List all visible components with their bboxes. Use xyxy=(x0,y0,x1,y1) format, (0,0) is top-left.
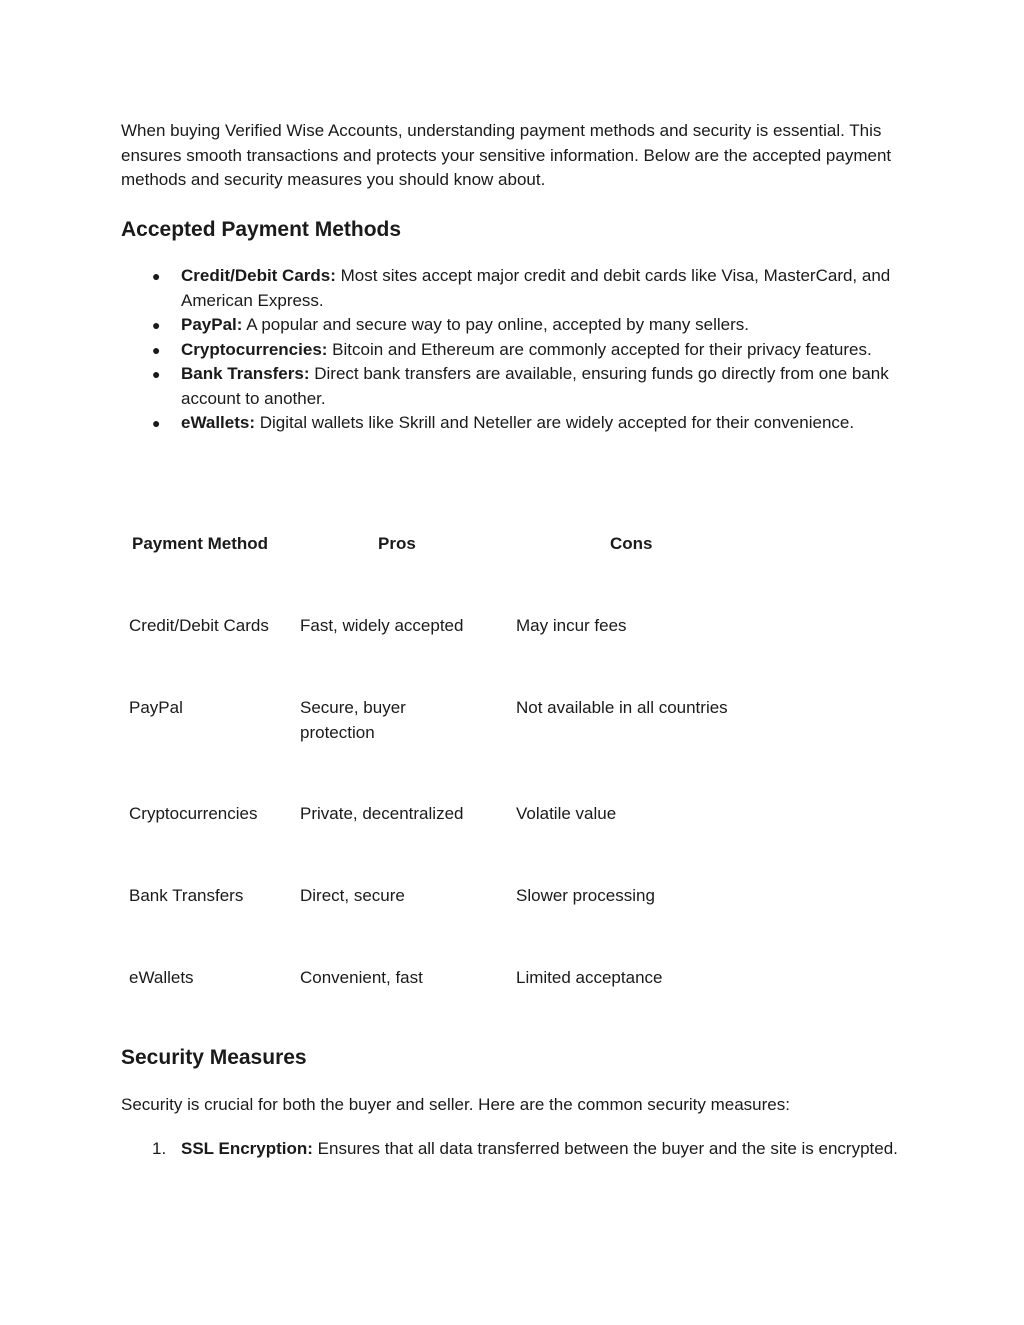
table-row xyxy=(121,857,911,939)
cell-pros: Convenient, fast xyxy=(300,968,423,987)
table-row xyxy=(121,939,911,1021)
item-term: PayPal: xyxy=(181,315,243,334)
cell-pros: Secure, buyer protection xyxy=(300,698,406,742)
cell-cons: Not available in all countries xyxy=(516,698,728,717)
table-row xyxy=(121,669,911,775)
header-cons: Cons xyxy=(610,534,653,553)
cell-method: Credit/Debit Cards xyxy=(129,616,269,635)
item-desc: Direct bank transfers are available, ensuring funds go directly from one bank account to another. xyxy=(181,364,889,408)
list-item xyxy=(121,1137,911,1162)
cell-pros: Fast, widely accepted xyxy=(300,616,464,635)
cell-cons: Limited acceptance xyxy=(516,968,663,987)
methods-heading: Accepted Payment Methods xyxy=(121,218,402,241)
cell-cons: May incur fees xyxy=(516,616,627,635)
list-item xyxy=(121,338,911,363)
security-intro-paragraph: Security is crucial for both the buyer and seller. Here are the common security measures: xyxy=(121,1095,790,1114)
cell-method: PayPal xyxy=(129,698,183,717)
list-item xyxy=(121,411,911,436)
list-item xyxy=(121,264,911,313)
cell-pros: Private, decentralized xyxy=(300,804,464,823)
item-term: SSL Encryption: xyxy=(181,1139,313,1158)
cell-cons: Slower processing xyxy=(516,886,655,905)
item-desc: Bitcoin and Ethereum are commonly accepted for their privacy features. xyxy=(327,339,872,359)
bullet-icon: ● xyxy=(152,341,161,358)
step-number: 1. xyxy=(152,1139,167,1158)
table-row xyxy=(121,587,911,669)
table-row xyxy=(121,775,911,857)
list-item xyxy=(121,362,911,411)
item-term: Credit/Debit Cards: xyxy=(181,266,336,285)
item-term: Bank Transfers: xyxy=(181,364,310,383)
bullet-icon: ● xyxy=(152,317,161,333)
header-payment-method: Payment Method xyxy=(132,534,269,553)
cell-method: eWallets xyxy=(129,968,194,987)
table-header-row xyxy=(121,505,911,587)
cell-cons: Volatile value xyxy=(516,804,617,823)
item-desc: Digital wallets like Skrill and Neteller are widely accepted for their convenience. xyxy=(255,413,855,432)
cell-method: Cryptocurrencies xyxy=(129,804,258,823)
header-pros: Pros xyxy=(378,534,416,553)
bullet-icon: ● xyxy=(152,366,161,382)
item-desc: A popular and secure way to pay online, accepted by many sellers. xyxy=(242,315,749,334)
security-measures-list xyxy=(121,1137,911,1162)
bullet-icon: ● xyxy=(152,268,161,284)
cell-pros: Direct, secure xyxy=(300,886,405,905)
item-term: eWallets: xyxy=(181,413,256,432)
item-term: Cryptocurrencies: xyxy=(181,339,328,359)
intro-paragraph: When buying Verified Wise Accounts, understanding payment methods and security is essential. This ensures smooth transactions and protects your sensitive information. Below are the accepted payment methods and security measures you should know about. xyxy=(121,121,892,189)
security-heading: Security Measures xyxy=(121,1046,307,1069)
item-desc: Most sites accept major credit and debit cards like Visa, MasterCard, and American Express. xyxy=(181,266,891,310)
list-item xyxy=(121,313,911,338)
bullet-icon: ● xyxy=(152,415,161,431)
item-desc: Ensures that all data transferred between the buyer and the site is encrypted. xyxy=(312,1139,898,1158)
payment-methods-list xyxy=(121,264,911,436)
cell-method: Bank Transfers xyxy=(129,886,244,905)
payment-comparison-table xyxy=(121,505,911,1021)
